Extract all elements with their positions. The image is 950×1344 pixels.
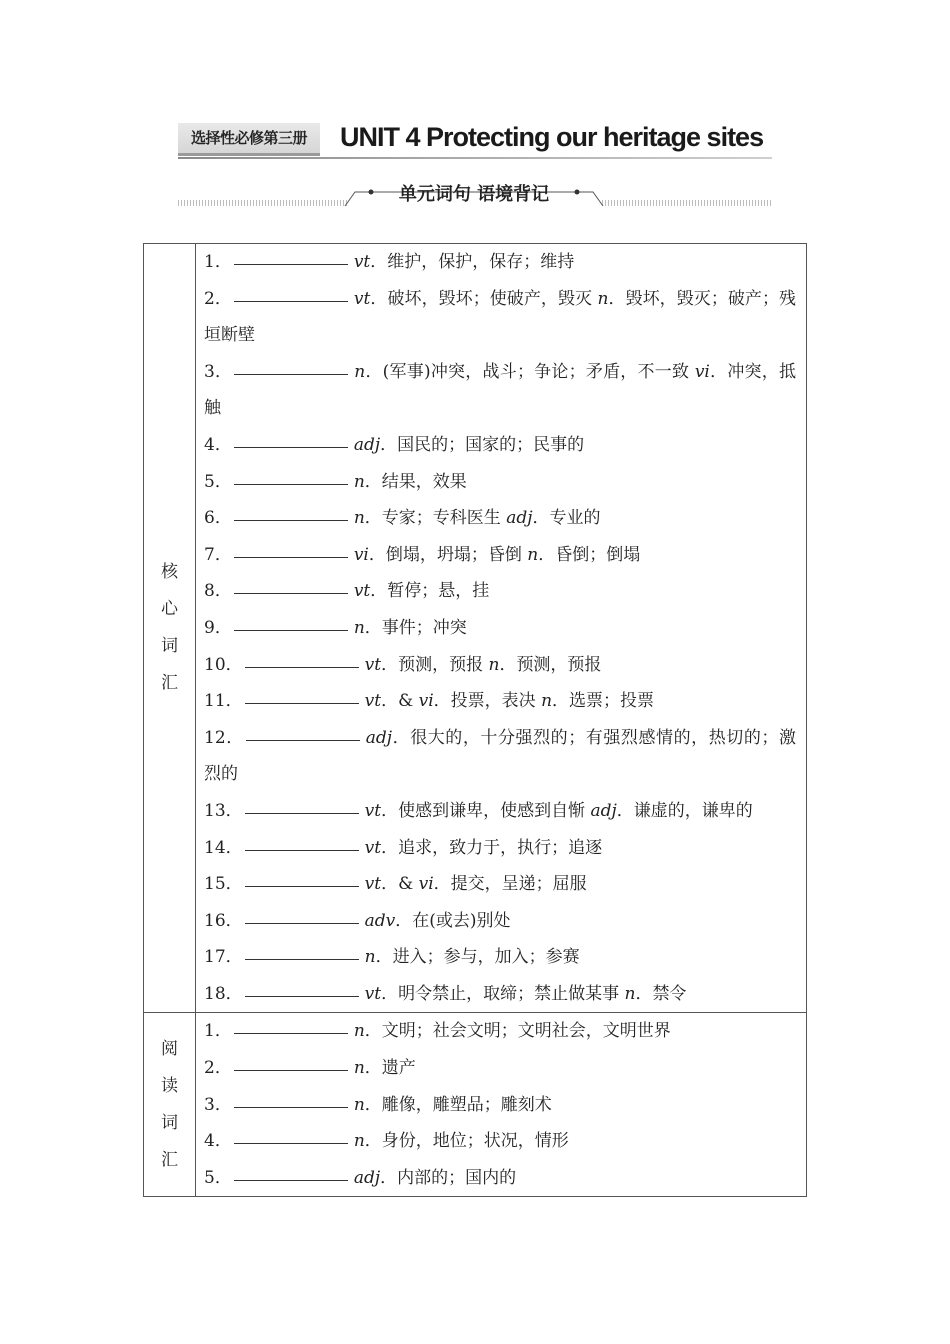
vocab-entry: 2． vt．破坏，毁坏；使破产，毁灭 n．毁坏，毁灭；破产；残垣断壁: [204, 281, 796, 354]
vocab-entry: 1． n．文明；社会文明；文明社会，文明世界: [204, 1013, 796, 1050]
answer-blank[interactable]: [245, 942, 359, 960]
answer-blank[interactable]: [245, 650, 359, 668]
vocab-entry: 18． vt．明令禁止，取缔；禁止做某事 n．禁令: [204, 976, 796, 1013]
vocab-entry: 5． n．结果，效果: [204, 464, 796, 501]
vocab-entry: 13． vt．使感到谦卑，使感到自惭 adj．谦虚的，谦卑的: [204, 793, 796, 830]
entries-cell: [196, 1013, 807, 1197]
section-title-frame: [343, 182, 605, 208]
vocab-entry: 2． n．遗产: [204, 1050, 796, 1087]
vocab-entry: 3． n．(军事)冲突，战斗；争论；矛盾，不一致 vi．冲突，抵触: [204, 354, 796, 427]
unit-title: UNIT 4 Protecting our heritage sites: [340, 122, 764, 152]
answer-blank[interactable]: [234, 467, 348, 485]
header-rule: [178, 157, 772, 159]
answer-blank[interactable]: [234, 1163, 348, 1181]
vocab-entry: 8． vt．暂停；悬，挂: [204, 573, 796, 610]
section-banner: [178, 178, 772, 212]
vocab-entry: 10． vt．预测，预报 n．预测，预报: [204, 647, 796, 684]
book-tag: 选择性必修第三册: [178, 123, 320, 156]
vocab-entry: 16． adv．在(或去)别处: [204, 903, 796, 940]
answer-blank[interactable]: [245, 869, 359, 887]
answer-blank[interactable]: [234, 284, 348, 302]
vocab-entry: 17． n．进入；参与，加入；参赛: [204, 939, 796, 976]
vocab-entry: 5． adj．内部的；国内的: [204, 1160, 796, 1197]
answer-blank[interactable]: [234, 1090, 348, 1108]
vocab-entry: 7． vi．倒塌，坍塌；昏倒 n．昏倒；倒塌: [204, 537, 796, 574]
answer-blank[interactable]: [245, 796, 359, 814]
category-label: 核 心 词 汇: [161, 562, 178, 694]
answer-blank[interactable]: [234, 613, 348, 631]
category-cell: [144, 1013, 196, 1197]
answer-blank[interactable]: [234, 503, 348, 521]
entry-list: [204, 244, 796, 1012]
vocabulary-table: [143, 243, 807, 1197]
vocab-entry: 15． vt．& vi．提交，呈递；屈服: [204, 866, 796, 903]
vocab-entry: 14． vt．追求，致力于，执行；追逐: [204, 830, 796, 867]
vocab-entry: 3． n．雕像，雕塑品；雕刻术: [204, 1087, 796, 1124]
entries-cell: [196, 244, 807, 1013]
table-row: [144, 1013, 807, 1197]
vocab-entry: 1． vt．维护，保护，保存；维持: [204, 244, 796, 281]
answer-blank[interactable]: [234, 247, 348, 265]
answer-blank[interactable]: [234, 540, 348, 558]
answer-blank[interactable]: [245, 833, 359, 851]
hatch-left: [178, 200, 348, 206]
category-cell: [144, 244, 196, 1013]
answer-blank[interactable]: [245, 686, 359, 704]
answer-blank[interactable]: [234, 1126, 348, 1144]
answer-blank[interactable]: [245, 906, 359, 924]
entry-list: [204, 1013, 796, 1196]
section-title: 单元词句 语境背记: [398, 184, 550, 205]
vocab-entry: 9． n．事件；冲突: [204, 610, 796, 647]
answer-blank[interactable]: [245, 979, 359, 997]
answer-blank[interactable]: [234, 357, 348, 375]
answer-blank[interactable]: [234, 1053, 348, 1071]
answer-blank[interactable]: [234, 576, 348, 594]
answer-blank[interactable]: [246, 723, 360, 741]
vocab-entry: 4． adj．国民的；国家的；民事的: [204, 427, 796, 464]
vocab-entry: 11． vt．& vi．投票，表决 n．选票；投票: [204, 683, 796, 720]
answer-blank[interactable]: [234, 1016, 348, 1034]
vocab-entry: 4． n．身份，地位；状况，情形: [204, 1123, 796, 1160]
hatch-right: [602, 200, 772, 206]
vocab-entry: 6． n．专家；专科医生 adj．专业的: [204, 500, 796, 537]
table-row: [144, 244, 807, 1013]
vocab-entry: 12． adj．很大的，十分强烈的；有强烈感情的，热切的；激烈的: [204, 720, 796, 793]
page-header: [178, 120, 772, 160]
answer-blank[interactable]: [234, 430, 348, 448]
category-label: 阅 读 词 汇: [161, 1038, 178, 1170]
